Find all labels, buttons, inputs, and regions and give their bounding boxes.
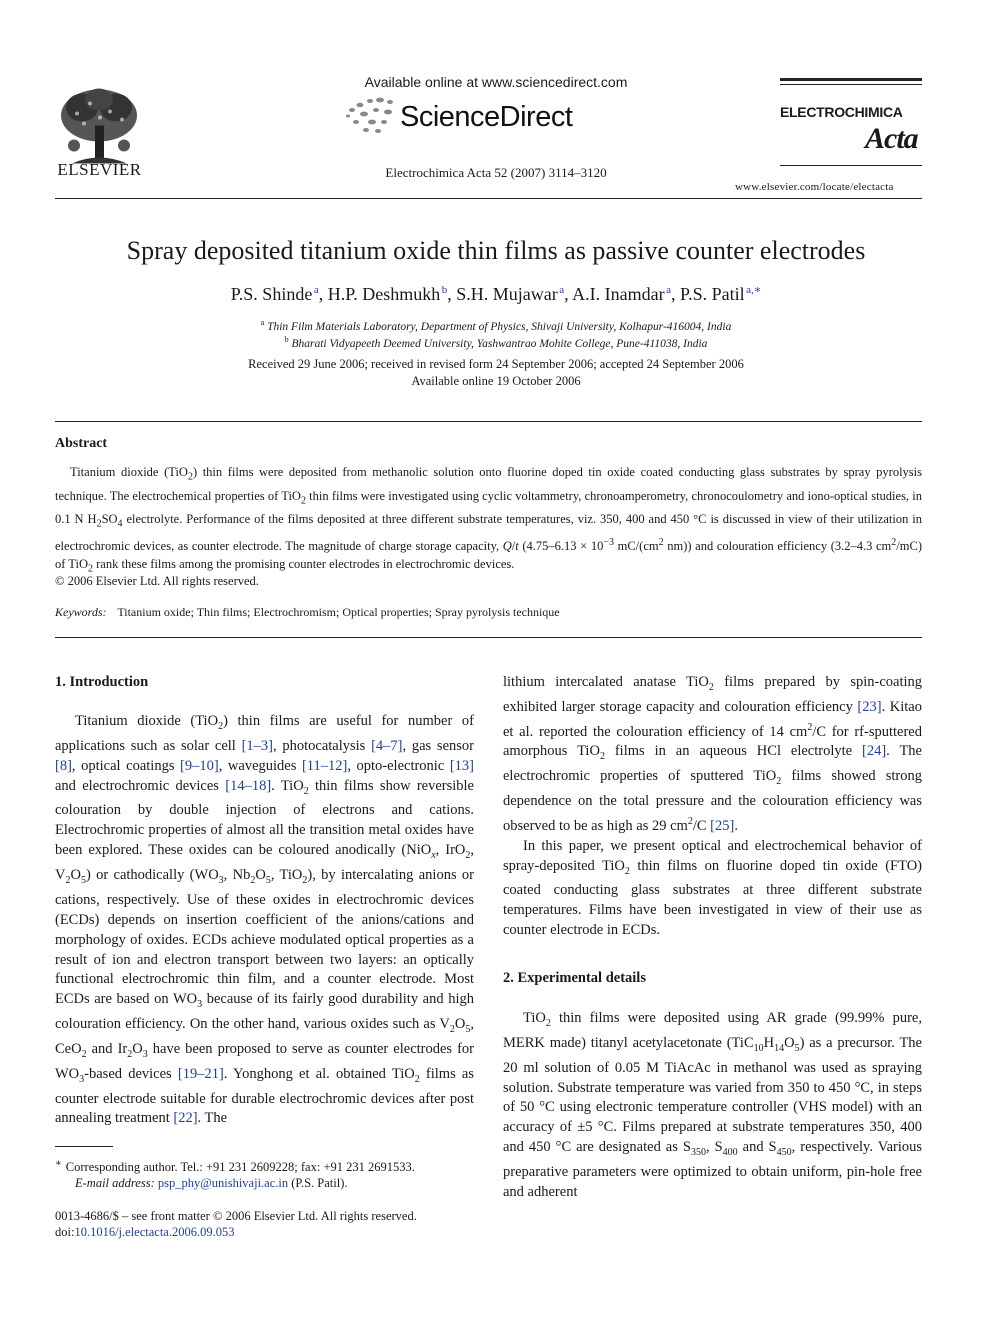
section-heading-experimental: 2. Experimental details xyxy=(503,970,646,986)
author-name: P.S. Shinde xyxy=(230,284,313,304)
affiliation-link[interactable]: a xyxy=(559,284,565,296)
citation-link[interactable]: [11–12] xyxy=(301,757,348,774)
issn-line: 0013-4686/$ – see front matter © 2006 Elsevier Ltd. All rights reserved. xyxy=(55,1209,417,1223)
footnote-rule xyxy=(55,1146,113,1147)
header-divider xyxy=(55,198,922,199)
affiliation-link[interactable]: a xyxy=(313,284,319,296)
author-name: P.S. Patil xyxy=(680,284,745,304)
abstract-heading: Abstract xyxy=(55,436,108,451)
author-name: S.H. Mujawar xyxy=(456,284,558,304)
citation-link[interactable]: [22] xyxy=(173,1110,198,1127)
journal-rule-bottom xyxy=(780,165,922,166)
citation-link[interactable]: [25] xyxy=(710,817,735,834)
affiliation-link[interactable]: a,∗ xyxy=(746,284,762,296)
citation-link[interactable]: [9–10] xyxy=(180,757,219,774)
copyright-notice: © 2006 Elsevier Ltd. All rights reserved. xyxy=(55,574,259,588)
email-link[interactable]: psp_phy@unishivaji.ac.in xyxy=(157,1176,289,1191)
affiliation-link[interactable]: b xyxy=(441,284,448,296)
received-dates: Received 29 June 2006; received in revised form 24 September 2006; accepted 24 September 2006 xyxy=(248,357,744,371)
citation-link[interactable]: [24] xyxy=(862,743,887,760)
keywords xyxy=(55,605,560,620)
citation-link[interactable]: [4–7] xyxy=(371,737,403,754)
article-title: Spray deposited titanium oxide thin films as passive counter electrodes xyxy=(126,236,866,265)
journal-name-line2: Acta xyxy=(865,122,918,155)
abstract-rule-top xyxy=(55,421,922,422)
author-name: H.P. Deshmukh xyxy=(327,284,441,304)
sciencedirect-dots-icon xyxy=(344,96,400,136)
affiliation xyxy=(0,318,992,333)
doi-label: doi: xyxy=(55,1225,75,1239)
available-online-text: Available online at www.sciencedirect.com xyxy=(364,74,628,90)
affiliation-text: Bharati Vidyapeeth Deemed University, Yashwantrao Mohite College, Pune-411038, India xyxy=(291,337,708,350)
journal-name-line1: ELECTROCHIMICA xyxy=(780,104,903,120)
affiliation-link[interactable]: a xyxy=(666,284,672,296)
citation-link[interactable]: [8] xyxy=(55,757,72,774)
sciencedirect-wordmark: ScienceDirect xyxy=(400,101,573,133)
citation-link[interactable]: [14–18] xyxy=(225,777,272,794)
affiliation-mark: a xyxy=(260,318,265,327)
keywords-list: Titanium oxide; Thin films; Electrochromism; Optical properties; Spray pyrolysis technique xyxy=(117,605,560,619)
citation-link[interactable]: [19–21] xyxy=(177,1065,224,1082)
experimental-text: TiO$_2$ thin films were deposited using AR grade (99.99% pure, MERK made) titanyl acetylacetonate $(TiC_{10}H_{14}O_5)$ as a precursor. The 20 ml solution of 0.05 M TiAcAc in methanol was used as spraying solution. Substrate temperature was varied from 350 to 450 °C, in steps of 50 °C using electronic temperature controller (VHS model) with an accuracy of ±5 °C. Films prepared at substrate temperatures 350, 400 and 450 °C are designated as $S_{350}$, $S_{400}$ and $S_{450}$, respectively. Various preparative parameters were optimized to obtain uniform, pin-hole free and adherent xyxy=(503,1010,922,1200)
journal-rule-thin xyxy=(780,84,922,85)
doi-link[interactable]: 10.1016/j.electacta.2006.09.053 xyxy=(74,1225,235,1239)
email-label: E-mail address: xyxy=(75,1176,155,1191)
author-name: A.I. Inamdar xyxy=(572,284,665,304)
affiliation-mark: b xyxy=(284,335,289,344)
introduction-continued: lithium intercalated anatase TiO$_2$ films prepared by spin-coating exhibited larger storage capacity and colouration efficiency [23]. Kitao et al. reported the colouration efficiency of 14 $cm^2/C$ for rf-sputtered amorphous TiO$_2$ films in an aqueous HCl electrolyte [24]. The electrochromic properties of sputtered TiO$_2$ films showed strong dependence on the total pressure and the colouration efficiency was observed to be as high as 29 $cm^2/C$ [25]. In this paper, we present optical and electrochemical behavior of spray-deposited TiO$_2$ thin films on fluorine doped tin oxide (FTO) coated conducting glass substrates at three different substrate temperatures. Films have been investigated in view of their use as counter electrode in ECDs. xyxy=(503,674,923,939)
doi-line xyxy=(55,1225,234,1240)
publisher-name: ELSEVIER xyxy=(57,160,142,179)
corresponding-author-text: Corresponding author. Tel.: +91 231 2609228; fax: +91 231 2691533. xyxy=(65,1160,415,1175)
citation-link[interactable]: [1–3] xyxy=(241,737,273,754)
affiliation-text: Thin Film Materials Laboratory, Department of Physics, Shivaji University, Kolhapur-416004, India xyxy=(267,320,732,333)
introduction-text: Titanium dioxide (TiO$_2$) thin films are useful for number of applications such as solar cell [1–3], photocatalysis [4–7], gas sensor [8], optical coatings [9–10], waveguides [11–12], opto-electronic [13] and electrochromic devices [14–18]. TiO$_2$ thin films show reversible colouration by double injection of electrons and cations. Electrochromic properties of almost all the transition metal oxides have been explored. These oxides can be coloured anodically (NiO$_x$, IrO$_2$, $V_2O_5$) or cathodically ($WO_3$, $Nb_2O_5$, TiO$_2$), by intercalating anions or cations, respectively. Use of these oxides in electrochromic devices (ECDs) depends on insertion coefficient of the anions/cations and morphology of oxides. ECDs achieve modulated optical properties as a result of ion and electron transport between two layers: an optically functional electrochromic thin film, and a counter electrode. Most ECDs are based on $WO_3$ because of its fairly good durability and high colouration efficiency. On the other hand, various oxides such as $V_2O_5$, CeO$_2$ and $Ir_2O_3$ have been proposed to serve as counter electrodes for $WO_3$-based devices [19–21]. Yonghong et al. obtained TiO$_2$ films as counter electrode suitable for durable electrochromic devices after post annealing treatment [22]. The xyxy=(55,713,475,1127)
affiliation xyxy=(0,335,992,350)
section-heading-introduction: 1. Introduction xyxy=(55,674,149,690)
citation-link[interactable]: [23] xyxy=(857,698,882,715)
email-suffix: (P.S. Patil). xyxy=(291,1176,348,1191)
journal-citation: Electrochimica Acta 52 (2007) 3114–3120 xyxy=(385,165,607,180)
author-list: P.S. Shinde $^a$, H.P. Deshmukh $^b$, S.H. Mujawar $^a$, A.I. Inamdar $^a$, P.S. Patil $^{a,∗}$ xyxy=(230,284,762,304)
citation-link[interactable]: [13] xyxy=(449,757,475,774)
abstract-body: Titanium dioxide (TiO$_2$) thin films were deposited from methanolic solution onto fluorine doped tin oxide coated conducting glass substrates by spray pyrolysis technique. The electrochemical properties of TiO$_2$ thin films were investigated using cyclic voltammetry, chronoamperometry, chronocoulometry and iono-optical studies, in 0.1 N $H_2SO_4$ electrolyte. Performance of the films deposited at three different substrate temperatures, viz. 350, 400 and 450 °C is discussed in view of their utilization in electrochromic devices, as counter electrode. The magnitude of charge storage capacity, Q/t ($4.75-6.13 \times 10^{-3}$ $mC/(cm^2$ nm)) and colouration efficiency (3.2–4.3 $cm^2/mC$) of TiO$_2$ rank these films among the promising counter electrodes in electrochromic devices. xyxy=(55,465,922,575)
keywords-label: Keywords: xyxy=(55,605,107,619)
corresponding-author-footnote: ∗ Corresponding author. Tel.: +91 231 2609228; fax: +91 231 2691533. E-mail address: psp_phy@unishivaji.ac.in (P.S. Patil). xyxy=(55,1158,415,1191)
available-online-date: Available online 19 October 2006 xyxy=(411,374,581,388)
journal-rule-top xyxy=(780,78,922,81)
abstract-rule-bottom xyxy=(55,637,922,638)
journal-url-link[interactable]: www.elsevier.com/locate/electacta xyxy=(735,181,894,193)
